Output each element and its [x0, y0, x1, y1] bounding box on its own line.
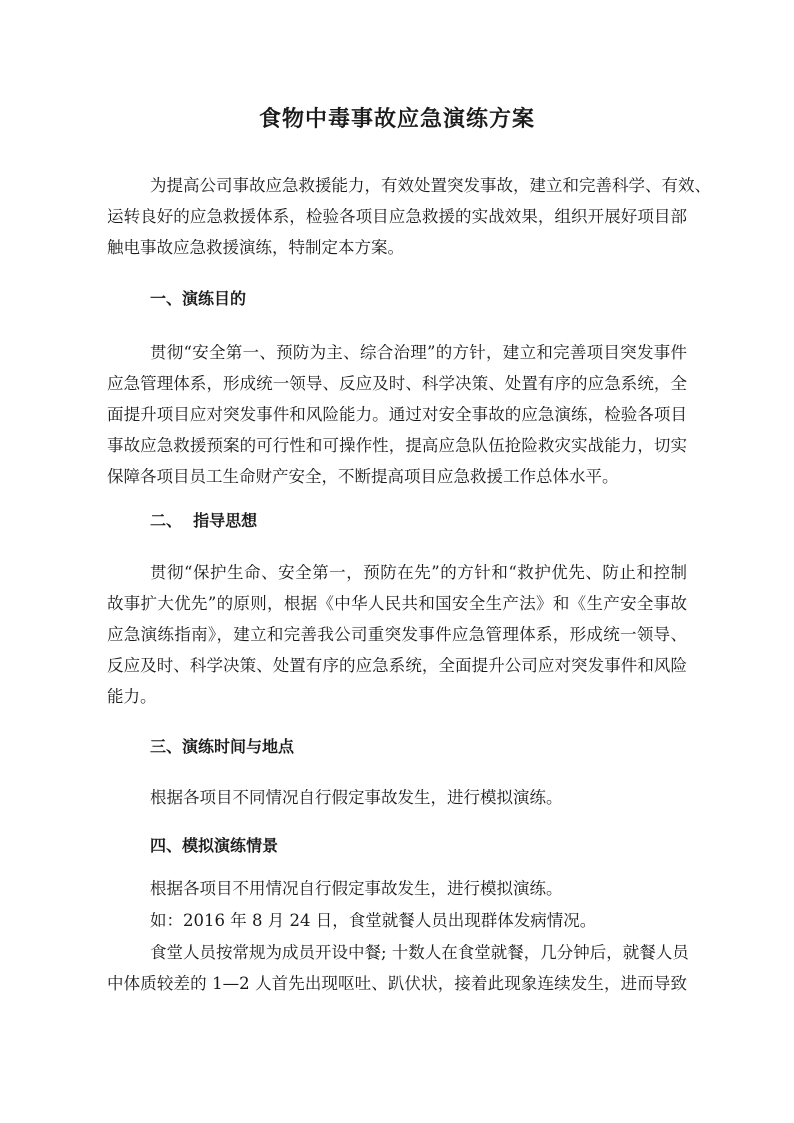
body-line: 中体质较差的 1—2 人首先出现呕吐、趴伏状，接着此现象连续发生，进而导致 — [107, 974, 687, 993]
body-line: 故事扩大优先”的原则，根据《中华人民共和国安全生产法》和《生产安全事故 — [107, 594, 687, 613]
section-heading: 二、 指导思想 — [150, 511, 258, 530]
intro-line: 运转良好的应急救援体系，检验各项目应急救援的实战效果，组织开展好项目部 — [107, 207, 687, 226]
section-heading: 四、模拟演练情景 — [150, 836, 279, 855]
body-line: 如：2016 年 8 月 24 日，食堂就餐人员出现群体发病情况。 — [150, 911, 597, 930]
body-line: 贯彻“安全第一、预防为主、综合治理”的方针，建立和完善项目突发事件 — [150, 343, 687, 362]
body-line: 能力。 — [107, 687, 157, 706]
intro-line: 触电事故应急救援演练，特制定本方案。 — [107, 238, 404, 257]
body-line: 贯彻“保护生命、安全第一，预防在先”的方针和“救护优先、防止和控制 — [150, 563, 687, 582]
section-heading: 三、演练时间与地点 — [150, 737, 295, 756]
body-line: 保障各项目员工生命财产安全，不断提高项目应急救援工作总体水平。 — [107, 467, 619, 486]
body-line: 反应及时、科学决策、处置有序的应急系统，全面提升公司应对突发事件和风险 — [107, 656, 687, 675]
body-line: 面提升项目应对突发事件和风险能力。通过对安全事故的应急演练，检验各项目 — [107, 405, 687, 424]
body-line: 根据各项目不同情况自行假定事故发生，进行模拟演练。 — [150, 788, 563, 807]
body-line: 事故应急救援预案的可行性和可操作性，提高应急队伍抢险救灾实战能力，切实 — [107, 436, 687, 455]
body-line: 应急演练指南》，建立和完善我公司重突发事件应急管理体系，形成统一领导、 — [107, 625, 687, 644]
document-title: 食物中毒事故应急演练方案 — [258, 106, 535, 132]
intro-line: 为提高公司事故应急救援能力，有效处置突发事故，建立和完善科学、有效、 — [150, 176, 711, 195]
body-line: 根据各项目不用情况自行假定事故发生，进行模拟演练。 — [150, 879, 563, 898]
body-line: 应急管理体系，形成统一领导、反应及时、科学决策、处置有序的应急系统，全 — [107, 374, 687, 393]
body-line: 食堂人员按常规为成员开设中餐; 十数人在食堂就餐，几分钟后，就餐人员 — [150, 943, 689, 962]
section-heading: 一、演练目的 — [150, 289, 247, 308]
